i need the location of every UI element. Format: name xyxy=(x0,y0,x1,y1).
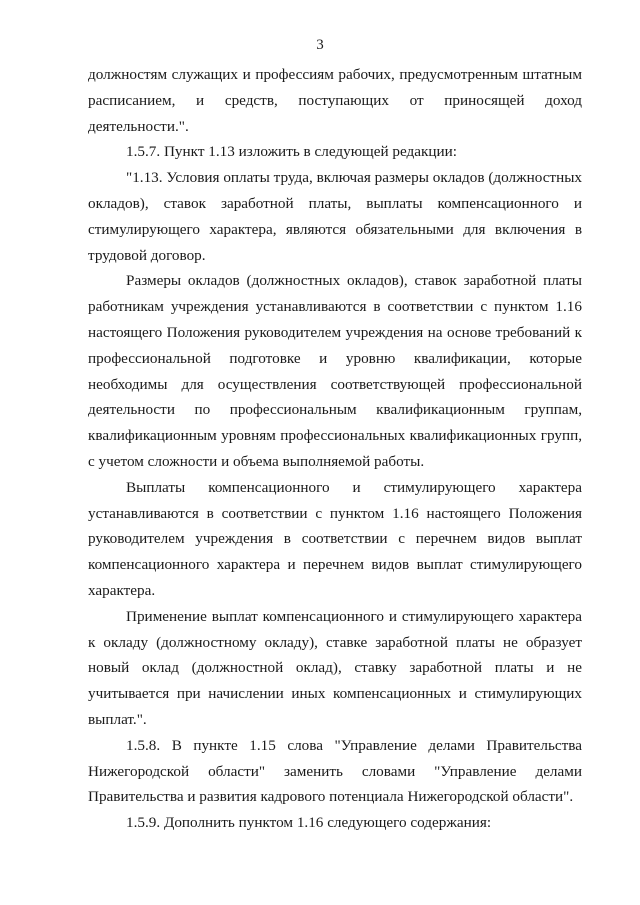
paragraph-1-5-7: 1.5.7. Пункт 1.13 изложить в следующей редакции: xyxy=(126,143,457,161)
paragraph-continuation: должностям служащих и профессиям рабочих, предусмотренным штатным расписанием, и средств, поступающих от приносящей доход деятельности.". xyxy=(88,66,582,135)
paragraph-payments: Выплаты компенсационного и стимулирующего характера устанавливаются в соответствии с пунктом 1.16 настоящего Положения руководителем учреждения в соответствии с перечнем видов выплат компенсационного характера и перечнем видов выплат стимулирующего характера. xyxy=(88,478,582,599)
paragraph-1-13: "1.13. Условия оплаты труда, включая размеры окладов (должностных окладов), ставок заработной платы, выплаты компенсационного и стимулирующего характера, являются обязательными для включения в трудовой договор. xyxy=(88,169,582,264)
paragraph-1-5-9: 1.5.9. Дополнить пунктом 1.16 следующего содержания: xyxy=(126,814,492,832)
paragraph-1-5-8: 1.5.8. В пункте 1.15 слова "Управление делами Правительства Нижегородской области" заменить словами "Управление делами Правительства и развития кадрового потенциала Нижегородской области". xyxy=(88,736,582,806)
paragraph-salary-sizes: Размеры окладов (должностных окладов), ставок заработной платы работникам учреждения устанавливаются в соответствии с пунктом 1.16 настоящего Положения руководителем учреждения на основе требований к профессиональной подготовке и уровню квалификации, которые необходимы для осуществления соответствующей профессиональной деятельности по профессиональным квалификационным группам, квалификационным уровням профессиональных квалификационных групп, с учетом сложности и объема выполняемой работы. xyxy=(88,272,582,470)
document-body xyxy=(88,62,582,836)
paragraph-application: Применение выплат компенсационного и стимулирующего характера к окладу (должностному окладу), ставке заработной платы не образует новый оклад (должностной оклад), ставку заработной платы и не учитывается при начислении иных компенсационных и стимулирующих выплат.". xyxy=(88,607,582,728)
page-number: 3 xyxy=(316,37,324,53)
